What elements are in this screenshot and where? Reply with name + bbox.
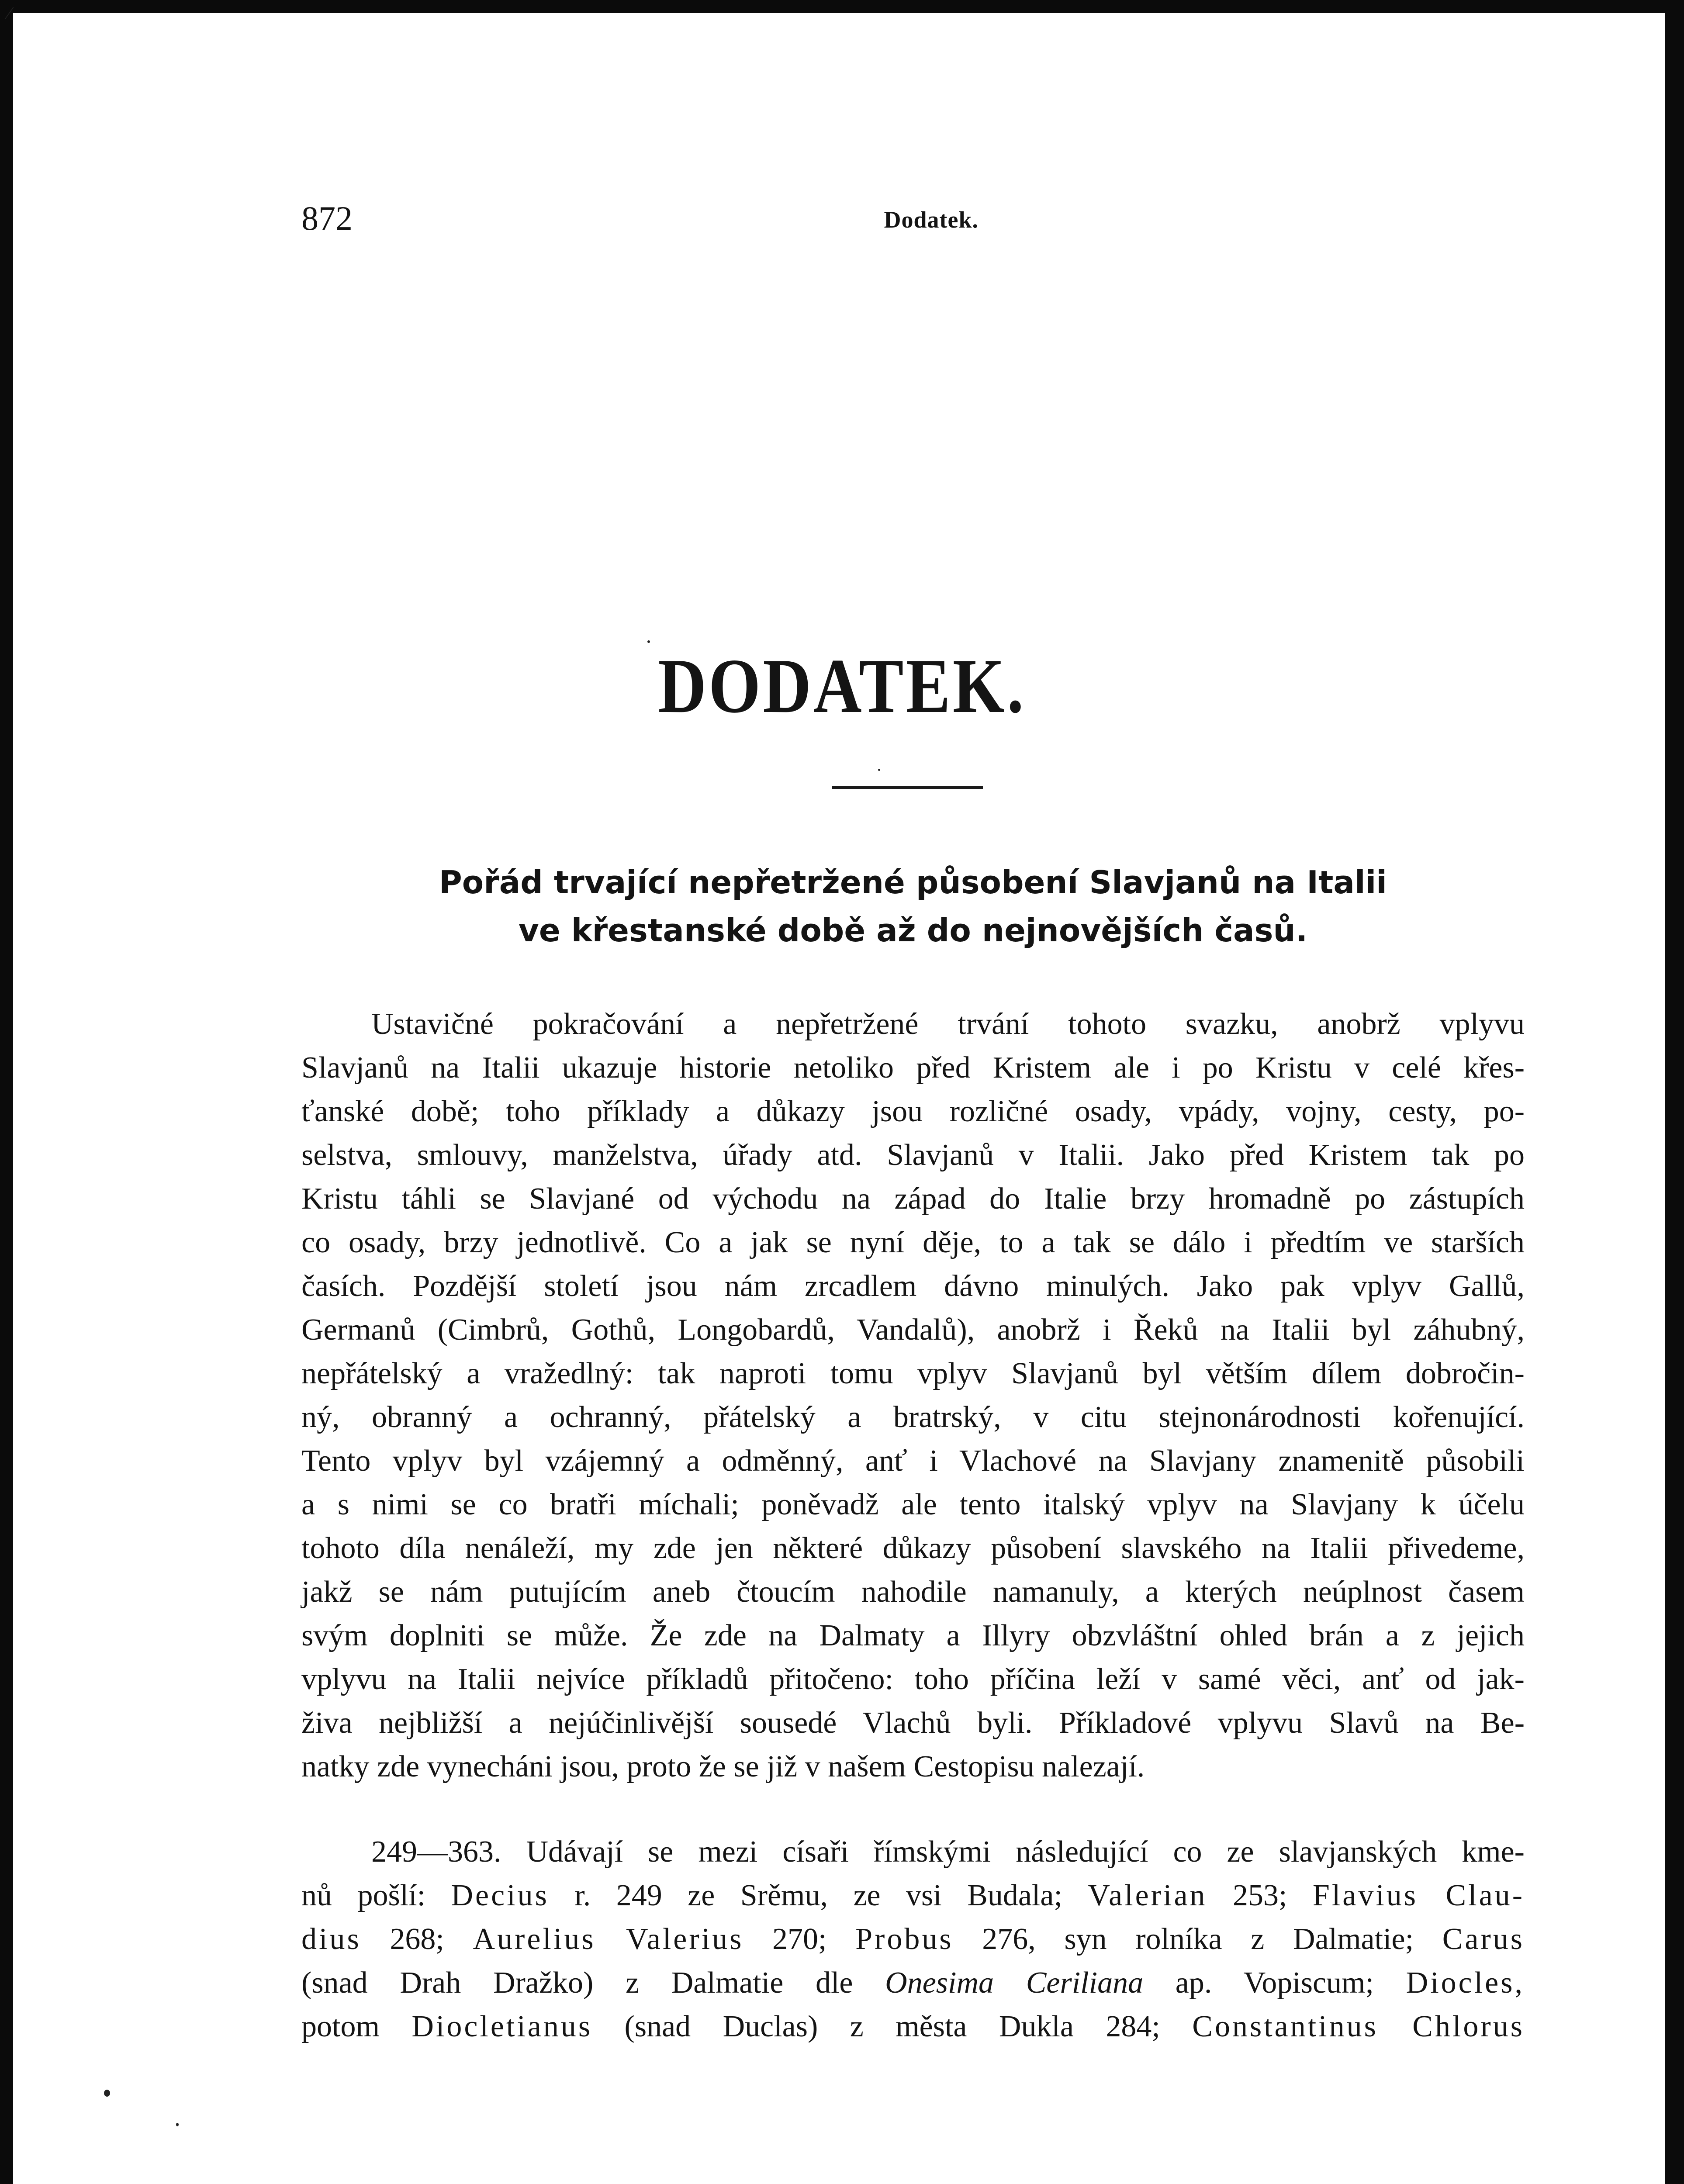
text-line: a s nimi se co bratři míchali; poněvadž ale tento italský vplyv na Slavjany k účelu	[301, 1488, 1525, 1521]
text-run: r. 249 ze Srěmu, ze vsi Budala;	[549, 1879, 1088, 1912]
text-line: ťanské době; toho příklady a důkazy jsou rozličné osady, vpády, vojny, cesty, po-	[301, 1095, 1525, 1128]
text-line: Slavjanů na Italii ukazuje historie netoliko před Kristem ale i po Kristu v celé křes-	[301, 1051, 1525, 1085]
text-line: časích. Pozdější století jsou nám zrcadlem dávno minulých. Jako pak vplyv Gallů,	[301, 1269, 1525, 1303]
text-line	[301, 1918, 1525, 1961]
text-line: Ustavičné pokračování a nepřetržené trvání tohoto svazku, anobrž vplyvu	[371, 1007, 1525, 1041]
text-line: natky zde vynecháni jsou, proto že se již v našem Cestopisu nalezají.	[301, 1750, 1145, 1783]
corner-scan-mark: ⁄	[8, 3, 11, 23]
chapter-title: DODATEK.	[658, 643, 1026, 729]
text-line: Germanů (Cimbrů, Gothů, Longobardů, Vandalů), anobrž i Řeků na Italii byl záhubný,	[301, 1313, 1525, 1347]
ink-speck	[176, 2123, 179, 2126]
emperor-name: dius	[301, 1922, 361, 1956]
emperor-name: Probus	[855, 1922, 954, 1956]
ink-speck	[647, 640, 650, 643]
paragraph-intro	[301, 1002, 1525, 1789]
text-run: ap. Vopiscum;	[1143, 1966, 1406, 2000]
chapter-subtitle	[301, 858, 1525, 954]
text-run: (snad Duclas) z města Dukla 284;	[592, 2010, 1193, 2043]
running-head	[301, 199, 1525, 238]
text-line: Tento vplyv byl vzájemný a odměnný, anť i Vlachové na Slavjany znamenitě působili	[301, 1444, 1525, 1478]
ink-speck	[878, 769, 880, 771]
emperor-name: Constantinus Chlorus	[1192, 2010, 1525, 2043]
page-number: 872	[301, 199, 353, 237]
text-line: Kristu táhli se Slavjané od východu na západ do Italie brzy hromadně po zástupích	[301, 1182, 1525, 1216]
ink-speck	[104, 2090, 110, 2097]
text-line	[301, 1961, 1525, 2005]
text-line: jakž se nám putujícím aneb čtoucím nahodile namanuly, a kterých neúplnost časem	[301, 1575, 1525, 1609]
text-line: tohoto díla nenáleží, my zde jen některé důkazy působení slavského na Italii přivedeme,	[301, 1531, 1525, 1565]
emperor-name: Valerian	[1088, 1879, 1207, 1912]
subtitle-line-2: ve křestanské době až do nejnovějších časů.	[518, 912, 1308, 949]
title-divider	[832, 786, 983, 789]
emperor-name: Flavius Clau-	[1312, 1879, 1525, 1912]
text-line: živa nejbližší a nejúčinlivější sousedé Vlachů byli. Příkladové vplyvu Slavů na Be-	[301, 1706, 1525, 1740]
emperor-name: Carus	[1442, 1922, 1525, 1956]
running-title: Dodatek.	[884, 207, 979, 233]
text-line	[301, 1830, 1525, 1874]
text-run: 268;	[361, 1922, 473, 1956]
text-run: (snad Drah Dražko) z Dalmatie dle	[301, 1966, 885, 2000]
text-line: svým doplniti se může. Že zde na Dalmaty a Illyry obzvláštní ohled brán a z jejich	[301, 1619, 1525, 1652]
text-run: nů pošlí:	[301, 1879, 451, 1912]
text-line	[301, 1874, 1525, 1918]
text-run: 276, syn rolníka z Dalmatie;	[953, 1922, 1442, 1956]
text-line: vplyvu na Italii nejvíce příkladů přitočeno: toho příčina leží v samé věci, anť od jak-	[301, 1662, 1525, 1696]
cited-author: Onesima Ceriliana	[885, 1966, 1144, 2000]
emperor-name: Diocles,	[1406, 1966, 1525, 2000]
text-run: 270;	[743, 1922, 856, 1956]
text-run: potom	[301, 2010, 412, 2043]
text-run: 253;	[1207, 1879, 1313, 1912]
subtitle-line-1: Pořád trvající nepřetržené působení Slavjanů na Italii	[439, 864, 1387, 901]
emperor-name: Diocletianus	[411, 2010, 593, 2043]
text-line: co osady, brzy jednotlivě. Co a jak se nyní děje, to a tak se dálo i předtím ve starších	[301, 1226, 1525, 1259]
text-line: selstva, smlouvy, manželstva, úřady atd. Slavjanů v Italii. Jako před Kristem tak po	[301, 1138, 1525, 1172]
text-line	[301, 2005, 1525, 2049]
text-line: nepřátelský a vražedlný: tak naproti tomu vplyv Slavjanů byl větším dílem dobročin-	[301, 1357, 1525, 1390]
paragraph-emperors	[301, 1830, 1525, 2049]
text-line: ný, obranný a ochranný, přátelský a bratrský, v citu stejnonárodnosti kořenující.	[301, 1400, 1525, 1434]
emperor-name: Decius	[451, 1879, 549, 1912]
text-run: 249—363. Udávají se mezi císaři římskými následující co ze slavjanských kme-	[371, 1835, 1525, 1869]
emperor-name: Aurelius Valerius	[473, 1922, 744, 1956]
